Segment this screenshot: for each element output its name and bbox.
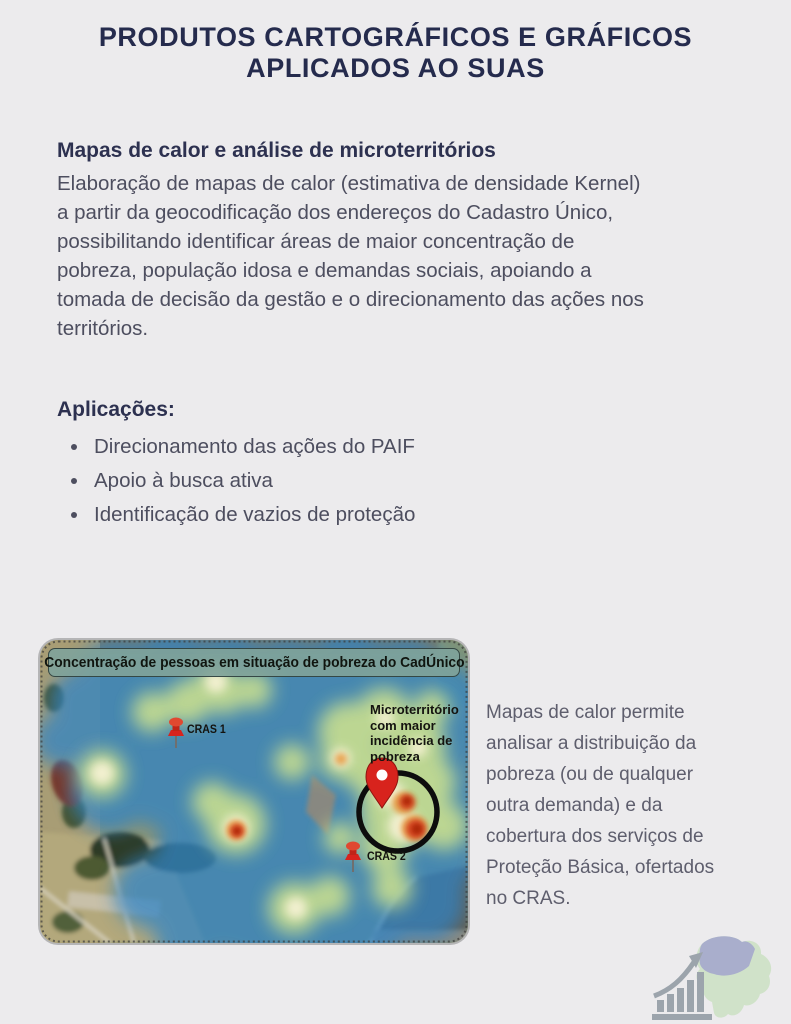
- applications-list-item: • Direcionamento das ações do PAIF: [90, 430, 415, 464]
- brazil-map-icon: [696, 936, 771, 1017]
- section-body-text: Elaboração de mapas de calor (estimativa de densidade Kernel) a partir da geocodificação dos endereços do Cadastro Único, possibilitando identificar áreas de maior concentração de pobreza, população idosa e demandas sociais, apoiando a tomada de decisão da gestão e o direcionamento das ações nos territórios.: [57, 172, 644, 340]
- cras2-pin-label: CRAS 2: [367, 851, 406, 863]
- microterritory-annotation: Microterritório com maior incidência de pobreza: [370, 702, 459, 764]
- cras1-pin-label: CRAS 1: [187, 724, 226, 736]
- map-title-band: [43, 648, 465, 677]
- applications-list: [66, 430, 415, 532]
- map-title: Concentração de pessoas em situação de pobreza do CadÚnico: [43, 654, 465, 671]
- brazil-chart-logo: [650, 930, 775, 1022]
- section-heading: Mapas de calor e análise de microterritórios: [57, 139, 496, 162]
- page-title-line2: APLICADOS AO SUAS: [246, 53, 545, 83]
- page-title: [0, 22, 791, 84]
- heatmap-satellite-image: [40, 640, 468, 943]
- applications-heading: Aplicações:: [57, 398, 175, 421]
- applications-list-item: • Apoio à busca ativa: [90, 464, 415, 498]
- page-title-line1: PRODUTOS CARTOGRÁFICOS E GRÁFICOS: [98, 22, 693, 52]
- heatmap-figure: [40, 640, 468, 943]
- applications-list-item: • Identificação de vazios de proteção: [90, 498, 415, 532]
- map-caption-text: Mapas de calor permite analisar a distribuição da pobreza (ou de qualquer outra demanda) e da cobertura dos serviços de Proteção Básica, ofertados no CRAS.: [486, 702, 715, 909]
